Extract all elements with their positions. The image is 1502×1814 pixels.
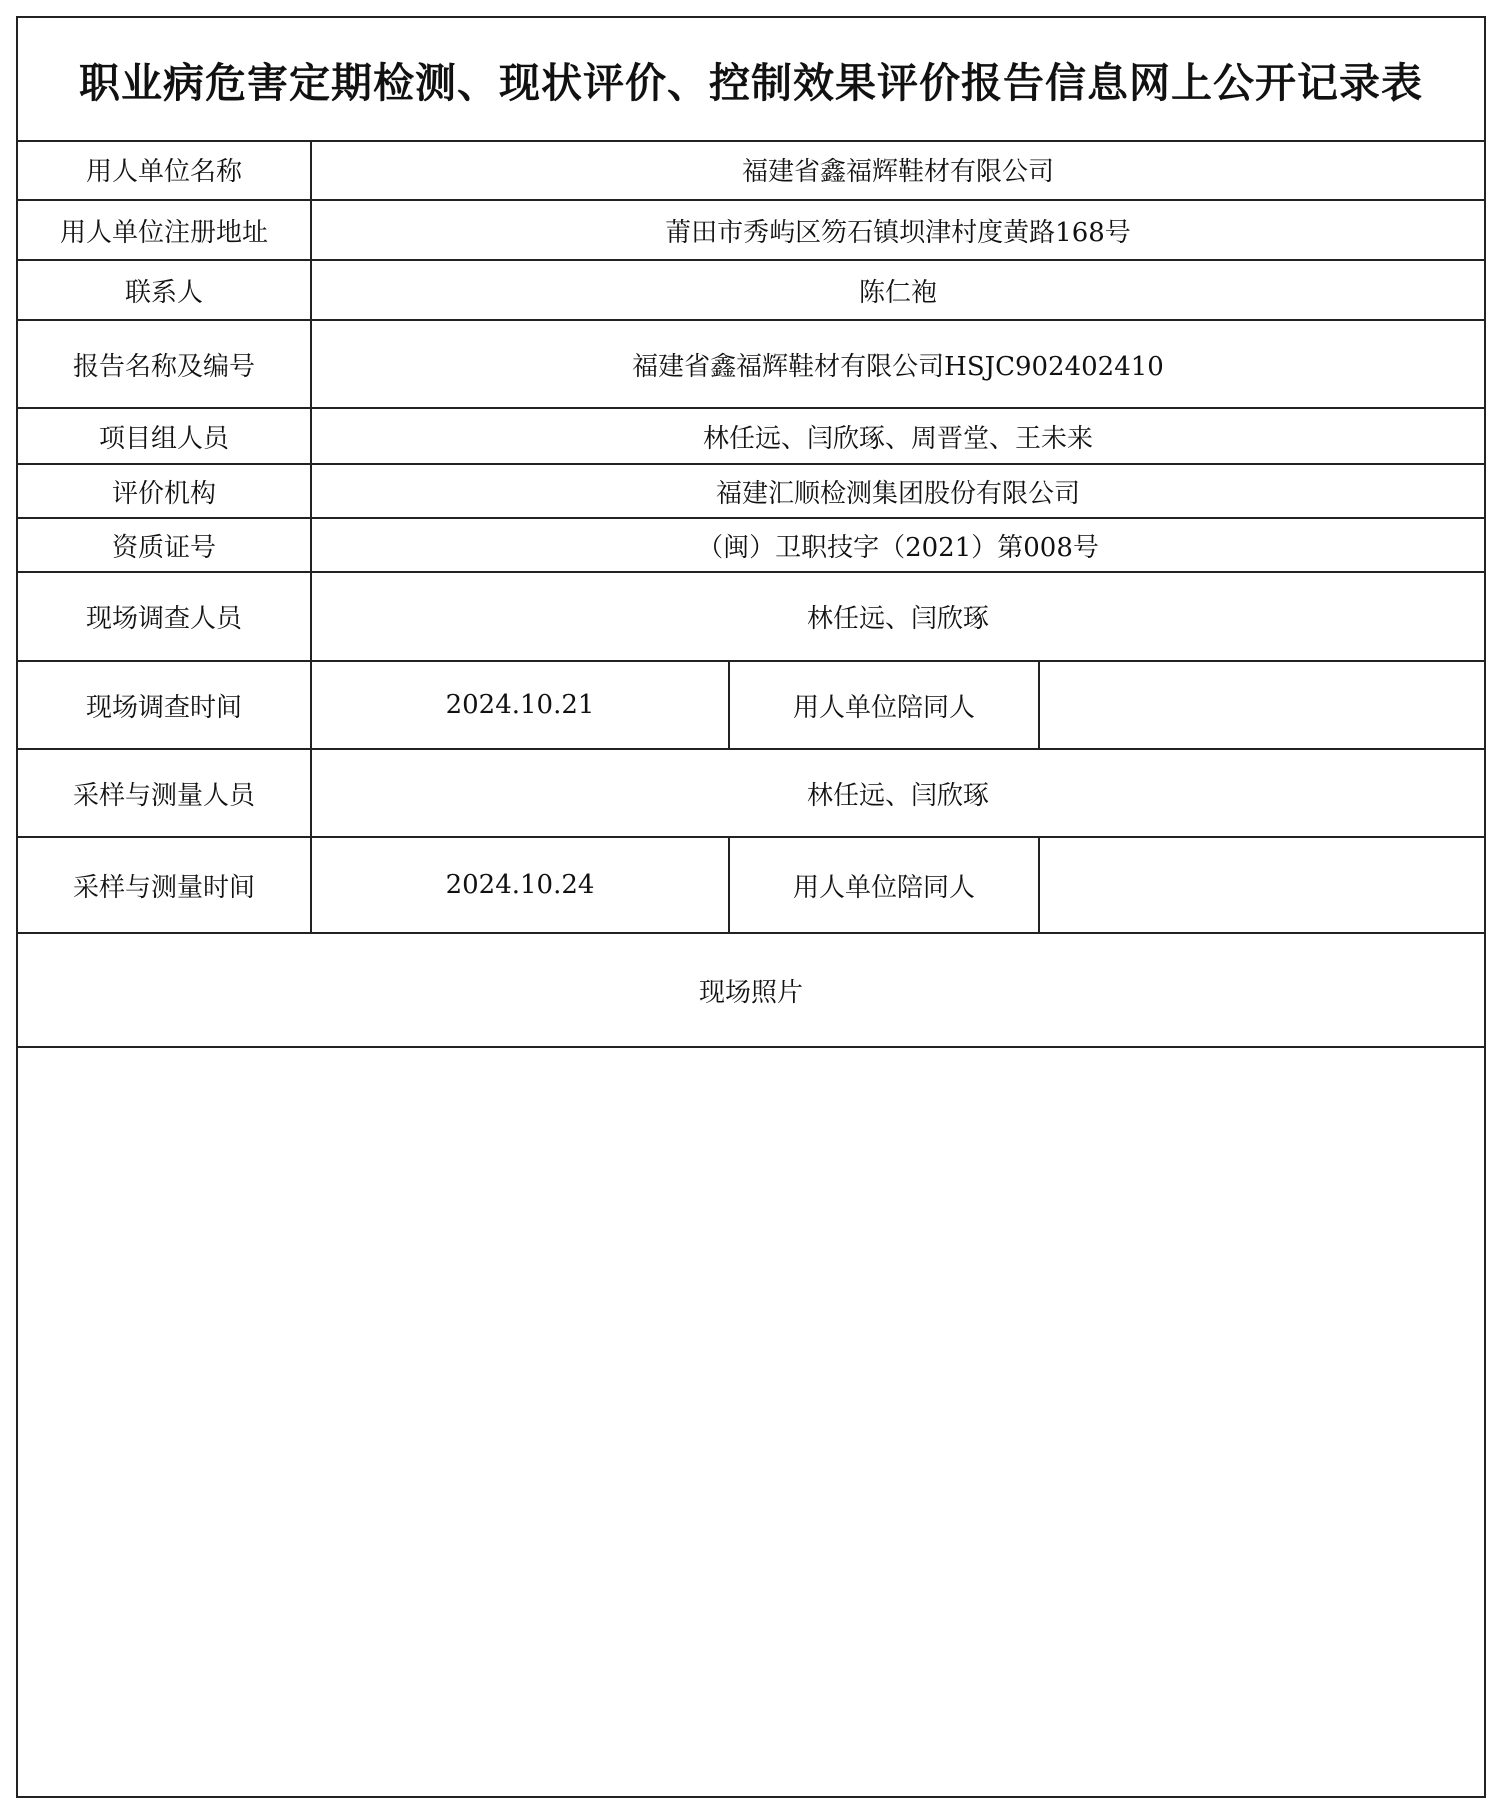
row-report [18,320,1484,408]
row-sampling-staff [18,749,1484,837]
employer-name-label: 用人单位名称 [18,140,311,200]
team-label: 项目组人员 [18,408,311,464]
row-qualification [18,518,1484,572]
report-label: 报告名称及编号 [18,320,311,408]
row-agency [18,464,1484,518]
survey-companion-value [1039,661,1484,749]
row-photos-header [18,933,1484,1047]
row-sampling-time [18,837,1484,933]
contact-value: 陈仁袍 [311,260,1484,320]
agency-label: 评价机构 [18,464,311,518]
row-team [18,408,1484,464]
site-photo-area [18,1044,1484,1796]
employer-address-label: 用人单位注册地址 [18,200,311,260]
qualification-label: 资质证号 [18,518,311,572]
form-title: 职业病危害定期检测、现状评价、控制效果评价报告信息网上公开记录表 [18,18,1484,142]
survey-companion-label: 用人单位陪同人 [729,661,1039,749]
employer-name-value: 福建省鑫福辉鞋材有限公司 [311,140,1484,200]
row-employer-name [18,140,1484,200]
sampling-companion-label: 用人单位陪同人 [729,837,1039,933]
agency-value: 福建汇顺检测集团股份有限公司 [311,464,1484,518]
qualification-value: （闽）卫职技字（2021）第008号 [311,518,1484,572]
contact-label: 联系人 [18,260,311,320]
survey-time-value: 2024.10.21 [311,661,729,749]
sampling-time-value: 2024.10.24 [311,837,729,933]
row-employer-address [18,200,1484,260]
sampling-staff-value: 林任远、闫欣琢 [311,749,1484,837]
row-survey-staff [18,572,1484,661]
survey-time-label: 现场调查时间 [18,661,311,749]
record-form [16,16,1486,1798]
sampling-companion-value [1039,837,1484,933]
row-survey-time [18,661,1484,749]
team-value: 林任远、闫欣琢、周晋堂、王未来 [311,408,1484,464]
record-table [18,140,1484,1048]
sampling-staff-label: 采样与测量人员 [18,749,311,837]
sampling-time-label: 采样与测量时间 [18,837,311,933]
row-contact [18,260,1484,320]
survey-staff-label: 现场调查人员 [18,572,311,661]
survey-staff-value: 林任远、闫欣琢 [311,572,1484,661]
photos-label: 现场照片 [18,933,1484,1047]
report-value: 福建省鑫福辉鞋材有限公司HSJC902402410 [311,320,1484,408]
employer-address-value: 莆田市秀屿区笏石镇坝津村度黄路168号 [311,200,1484,260]
